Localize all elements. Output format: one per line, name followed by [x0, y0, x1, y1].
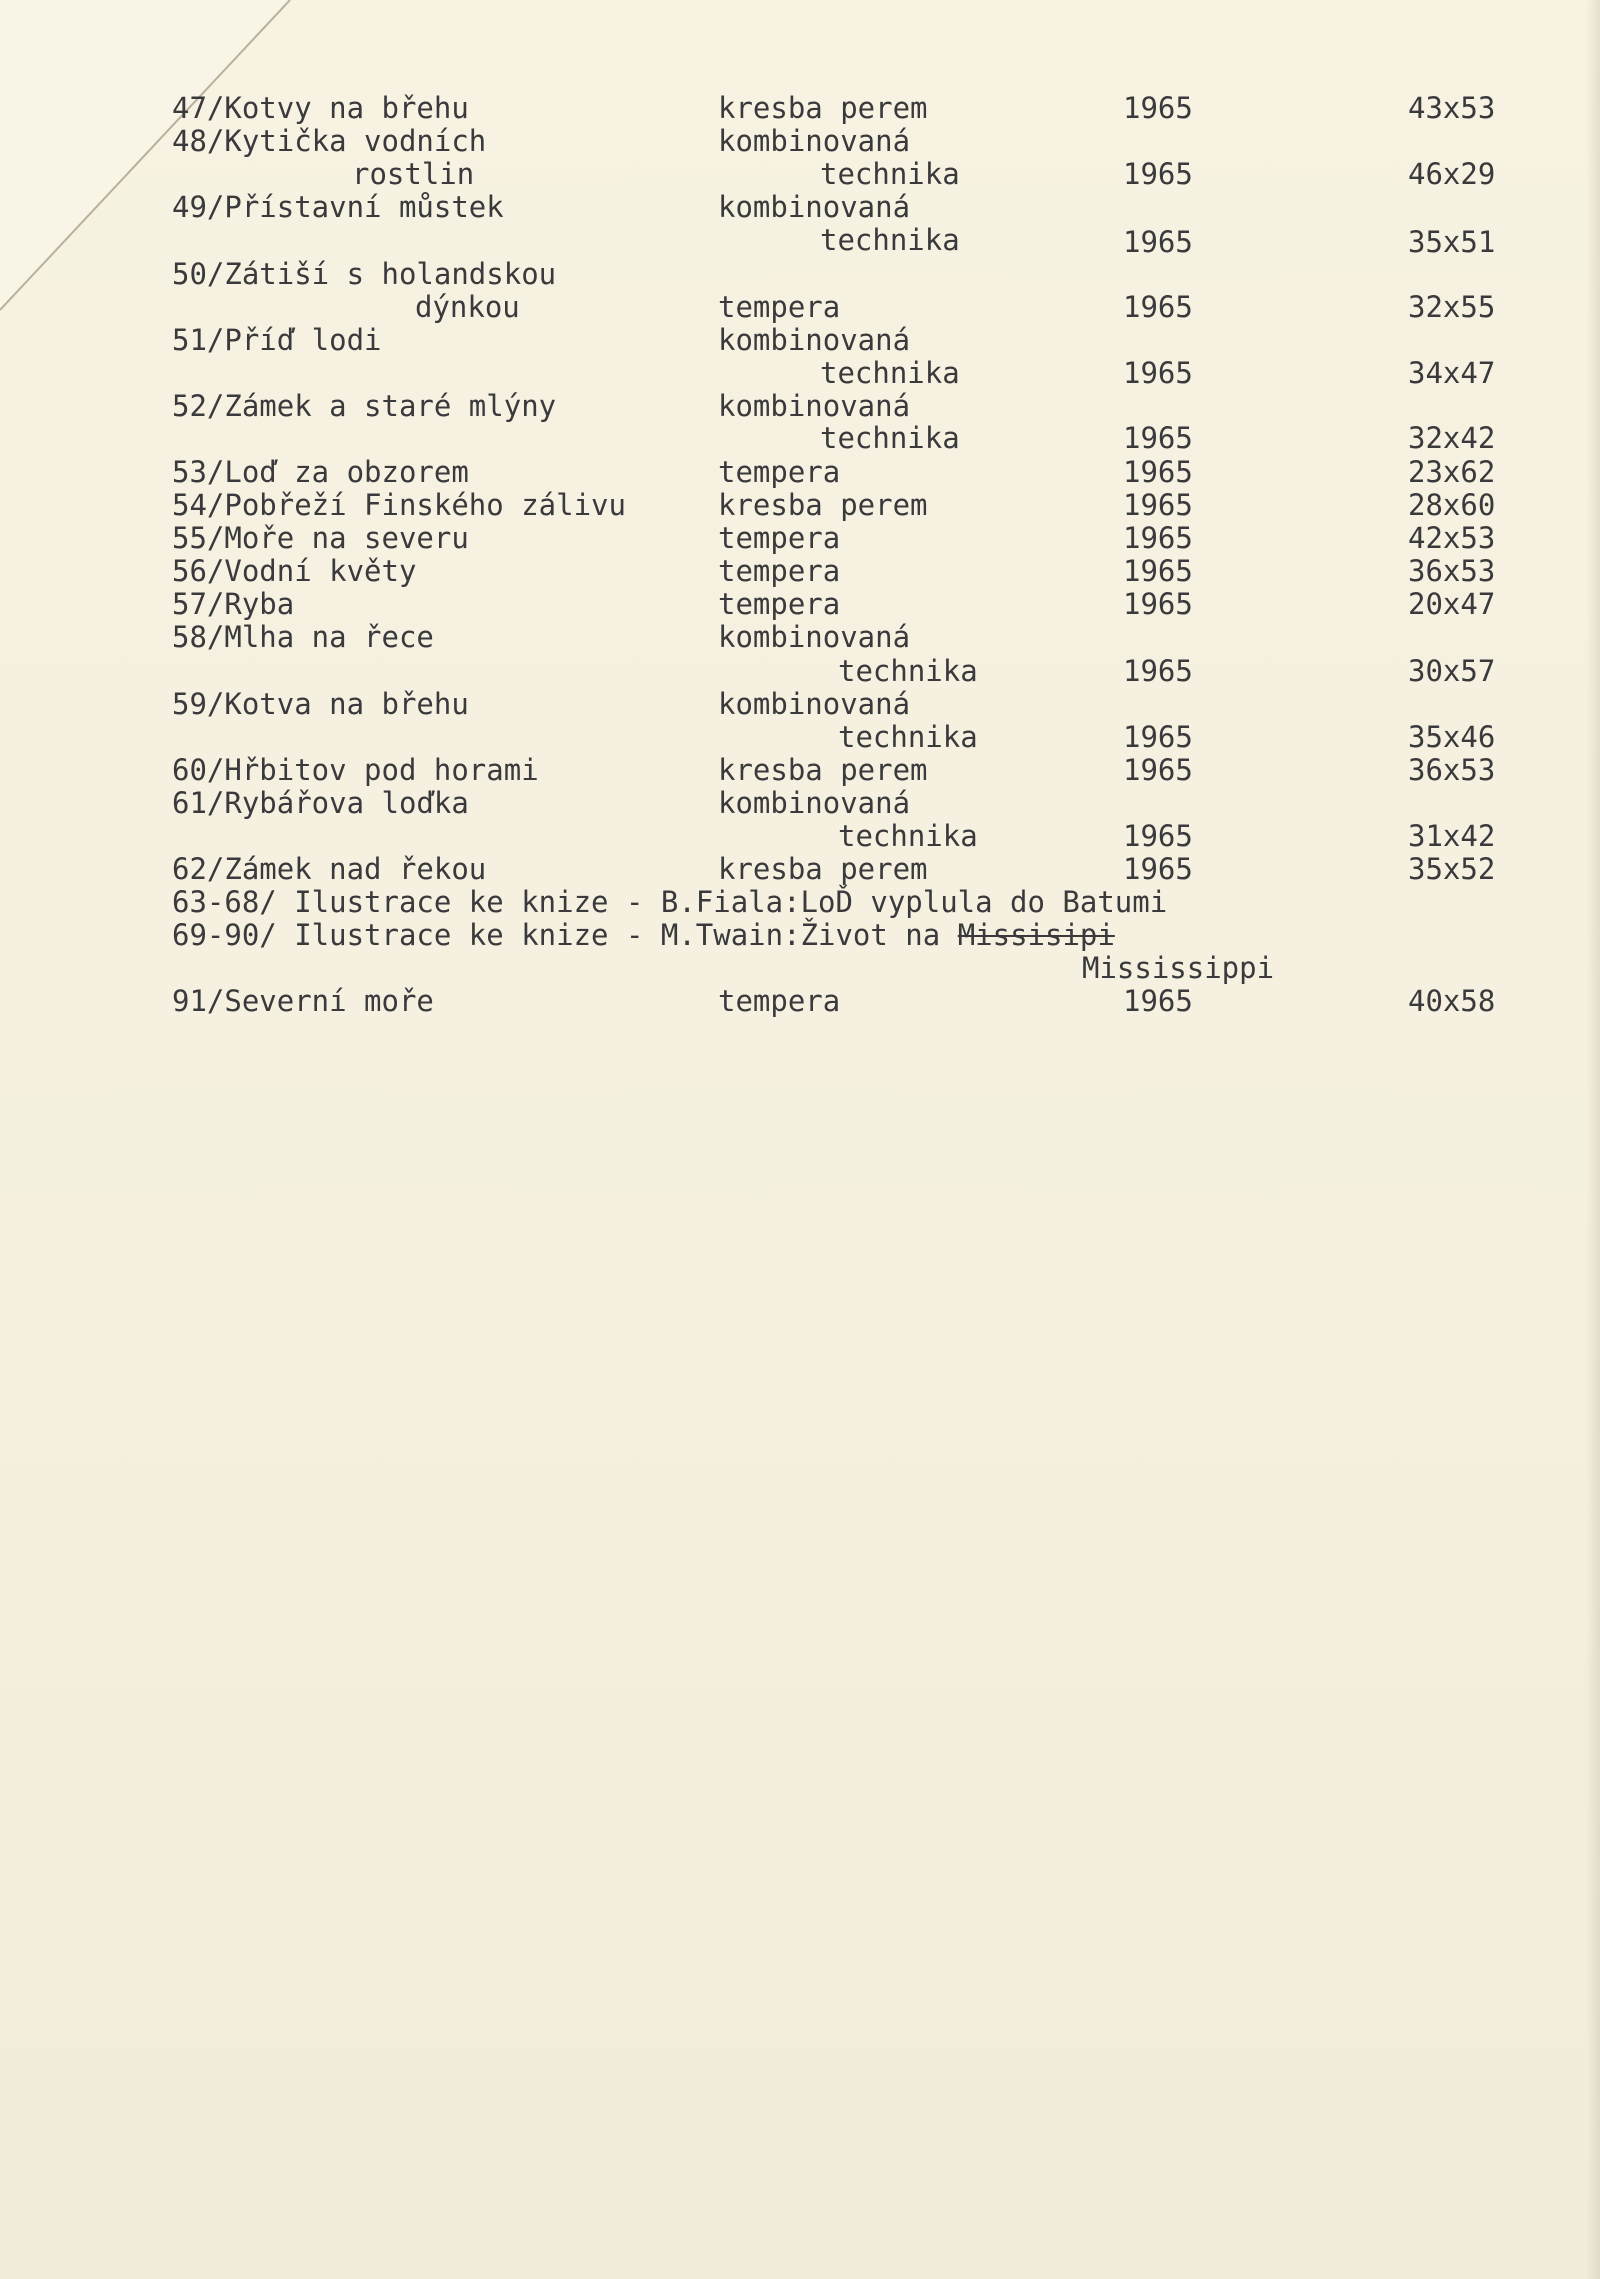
- entry-title-continuation: rostlin: [352, 157, 475, 191]
- entry-title: 91/Severní moře: [172, 984, 434, 1018]
- entry-title: 53/Loď za obzorem: [172, 455, 469, 489]
- entry-year: 1965: [1123, 356, 1193, 390]
- entry-technique: tempera: [718, 984, 841, 1018]
- entry-size: 36x53: [1408, 753, 1496, 787]
- entry-technique: tempera: [718, 521, 841, 555]
- illustration-correction: Mississippi: [1082, 951, 1275, 985]
- entry-technique: kombinovaná: [718, 620, 911, 654]
- entry-size: 43x53: [1408, 91, 1496, 125]
- entry-size: 35x46: [1408, 720, 1496, 754]
- entry-year: 1965: [1123, 488, 1193, 522]
- entry-size: 31x42: [1408, 819, 1496, 853]
- entry-technique-continuation: technika: [820, 223, 960, 257]
- entry-title: 52/Zámek a staré mlýny: [172, 389, 557, 423]
- entry-technique: kombinovaná: [718, 786, 911, 820]
- entry-year: 1965: [1123, 720, 1193, 754]
- illustration-line: 63-68/ Ilustrace ke knize - B.Fiala:LoĎ vyplula do Batumi: [172, 885, 1168, 919]
- entry-technique: kombinovaná: [718, 323, 911, 357]
- entry-size: 35x52: [1408, 852, 1496, 886]
- entry-year: 1965: [1123, 554, 1193, 588]
- entry-title: 55/Moře na severu: [172, 521, 469, 555]
- entry-technique: kombinovaná: [718, 389, 911, 423]
- entry-technique-continuation: technika: [838, 654, 978, 688]
- struck-word: Missisipi: [957, 918, 1115, 952]
- entry-title: 58/Mlha na řece: [172, 620, 434, 654]
- entry-size: 23x62: [1408, 455, 1496, 489]
- entry-year: 1965: [1123, 225, 1193, 259]
- entry-title: 56/Vodní květy: [172, 554, 417, 588]
- entry-technique: tempera: [718, 554, 841, 588]
- entry-title: 49/Přístavní můstek: [172, 190, 504, 224]
- entry-technique-continuation: technika: [820, 157, 960, 191]
- entry-technique: tempera: [718, 587, 841, 621]
- entry-technique: kresba perem: [718, 852, 928, 886]
- illustration-line: [172, 919, 1115, 952]
- entry-technique: kresba perem: [718, 91, 928, 125]
- entry-year: 1965: [1123, 455, 1193, 489]
- page-edge-shadow: [1586, 0, 1600, 2279]
- entry-title: 50/Zátiší s holandskou: [172, 257, 557, 291]
- entry-technique: tempera: [718, 290, 841, 324]
- entry-size: 36x53: [1408, 554, 1496, 588]
- entry-year: 1965: [1123, 587, 1193, 621]
- entry-year: 1965: [1123, 984, 1193, 1018]
- entry-title: 48/Kytička vodních: [172, 124, 487, 158]
- entry-size: 30x57: [1408, 654, 1496, 688]
- entry-technique-continuation: technika: [820, 356, 960, 390]
- entry-title: 54/Pobřeží Finského zálivu: [172, 488, 626, 522]
- entry-title: 57/Ryba: [172, 587, 295, 621]
- illustration-text: 69-90/ Ilustrace ke knize - M.Twain:Život na: [172, 918, 958, 952]
- entry-size: 20x47: [1408, 587, 1496, 621]
- entry-year: 1965: [1123, 852, 1193, 886]
- entry-year: 1965: [1123, 654, 1193, 688]
- entry-technique: kresba perem: [718, 488, 928, 522]
- entry-technique: kresba perem: [718, 753, 928, 787]
- entry-year: 1965: [1123, 819, 1193, 853]
- entry-size: 42x53: [1408, 521, 1496, 555]
- entry-title: 61/Rybářova loďka: [172, 786, 469, 820]
- entry-title: 47/Kotvy na břehu: [172, 91, 469, 125]
- entry-year: 1965: [1123, 521, 1193, 555]
- entry-size: 34x47: [1408, 356, 1496, 390]
- entry-size: 32x55: [1408, 290, 1496, 324]
- entry-size: 32x42: [1408, 421, 1496, 455]
- entry-year: 1965: [1123, 421, 1193, 455]
- entry-size: 40x58: [1408, 984, 1496, 1018]
- entry-technique: kombinovaná: [718, 687, 911, 721]
- entry-title: 62/Zámek nad řekou: [172, 852, 487, 886]
- entry-technique-continuation: technika: [838, 819, 978, 853]
- entry-size: 46x29: [1408, 157, 1496, 191]
- entry-size: 28x60: [1408, 488, 1496, 522]
- entry-year: 1965: [1123, 157, 1193, 191]
- entry-title-continuation: dýnkou: [415, 290, 520, 324]
- entry-technique-continuation: technika: [820, 421, 960, 455]
- entry-technique: tempera: [718, 455, 841, 489]
- entry-technique: kombinovaná: [718, 190, 911, 224]
- entry-technique: kombinovaná: [718, 124, 911, 158]
- entry-title: 51/Příď lodi: [172, 323, 382, 357]
- entry-year: 1965: [1123, 290, 1193, 324]
- entry-year: 1965: [1123, 753, 1193, 787]
- entry-size: 35x51: [1408, 225, 1496, 259]
- entry-title: 59/Kotva na břehu: [172, 687, 469, 721]
- entry-title: 60/Hřbitov pod horami: [172, 753, 539, 787]
- entry-year: 1965: [1123, 91, 1193, 125]
- entry-technique-continuation: technika: [838, 720, 978, 754]
